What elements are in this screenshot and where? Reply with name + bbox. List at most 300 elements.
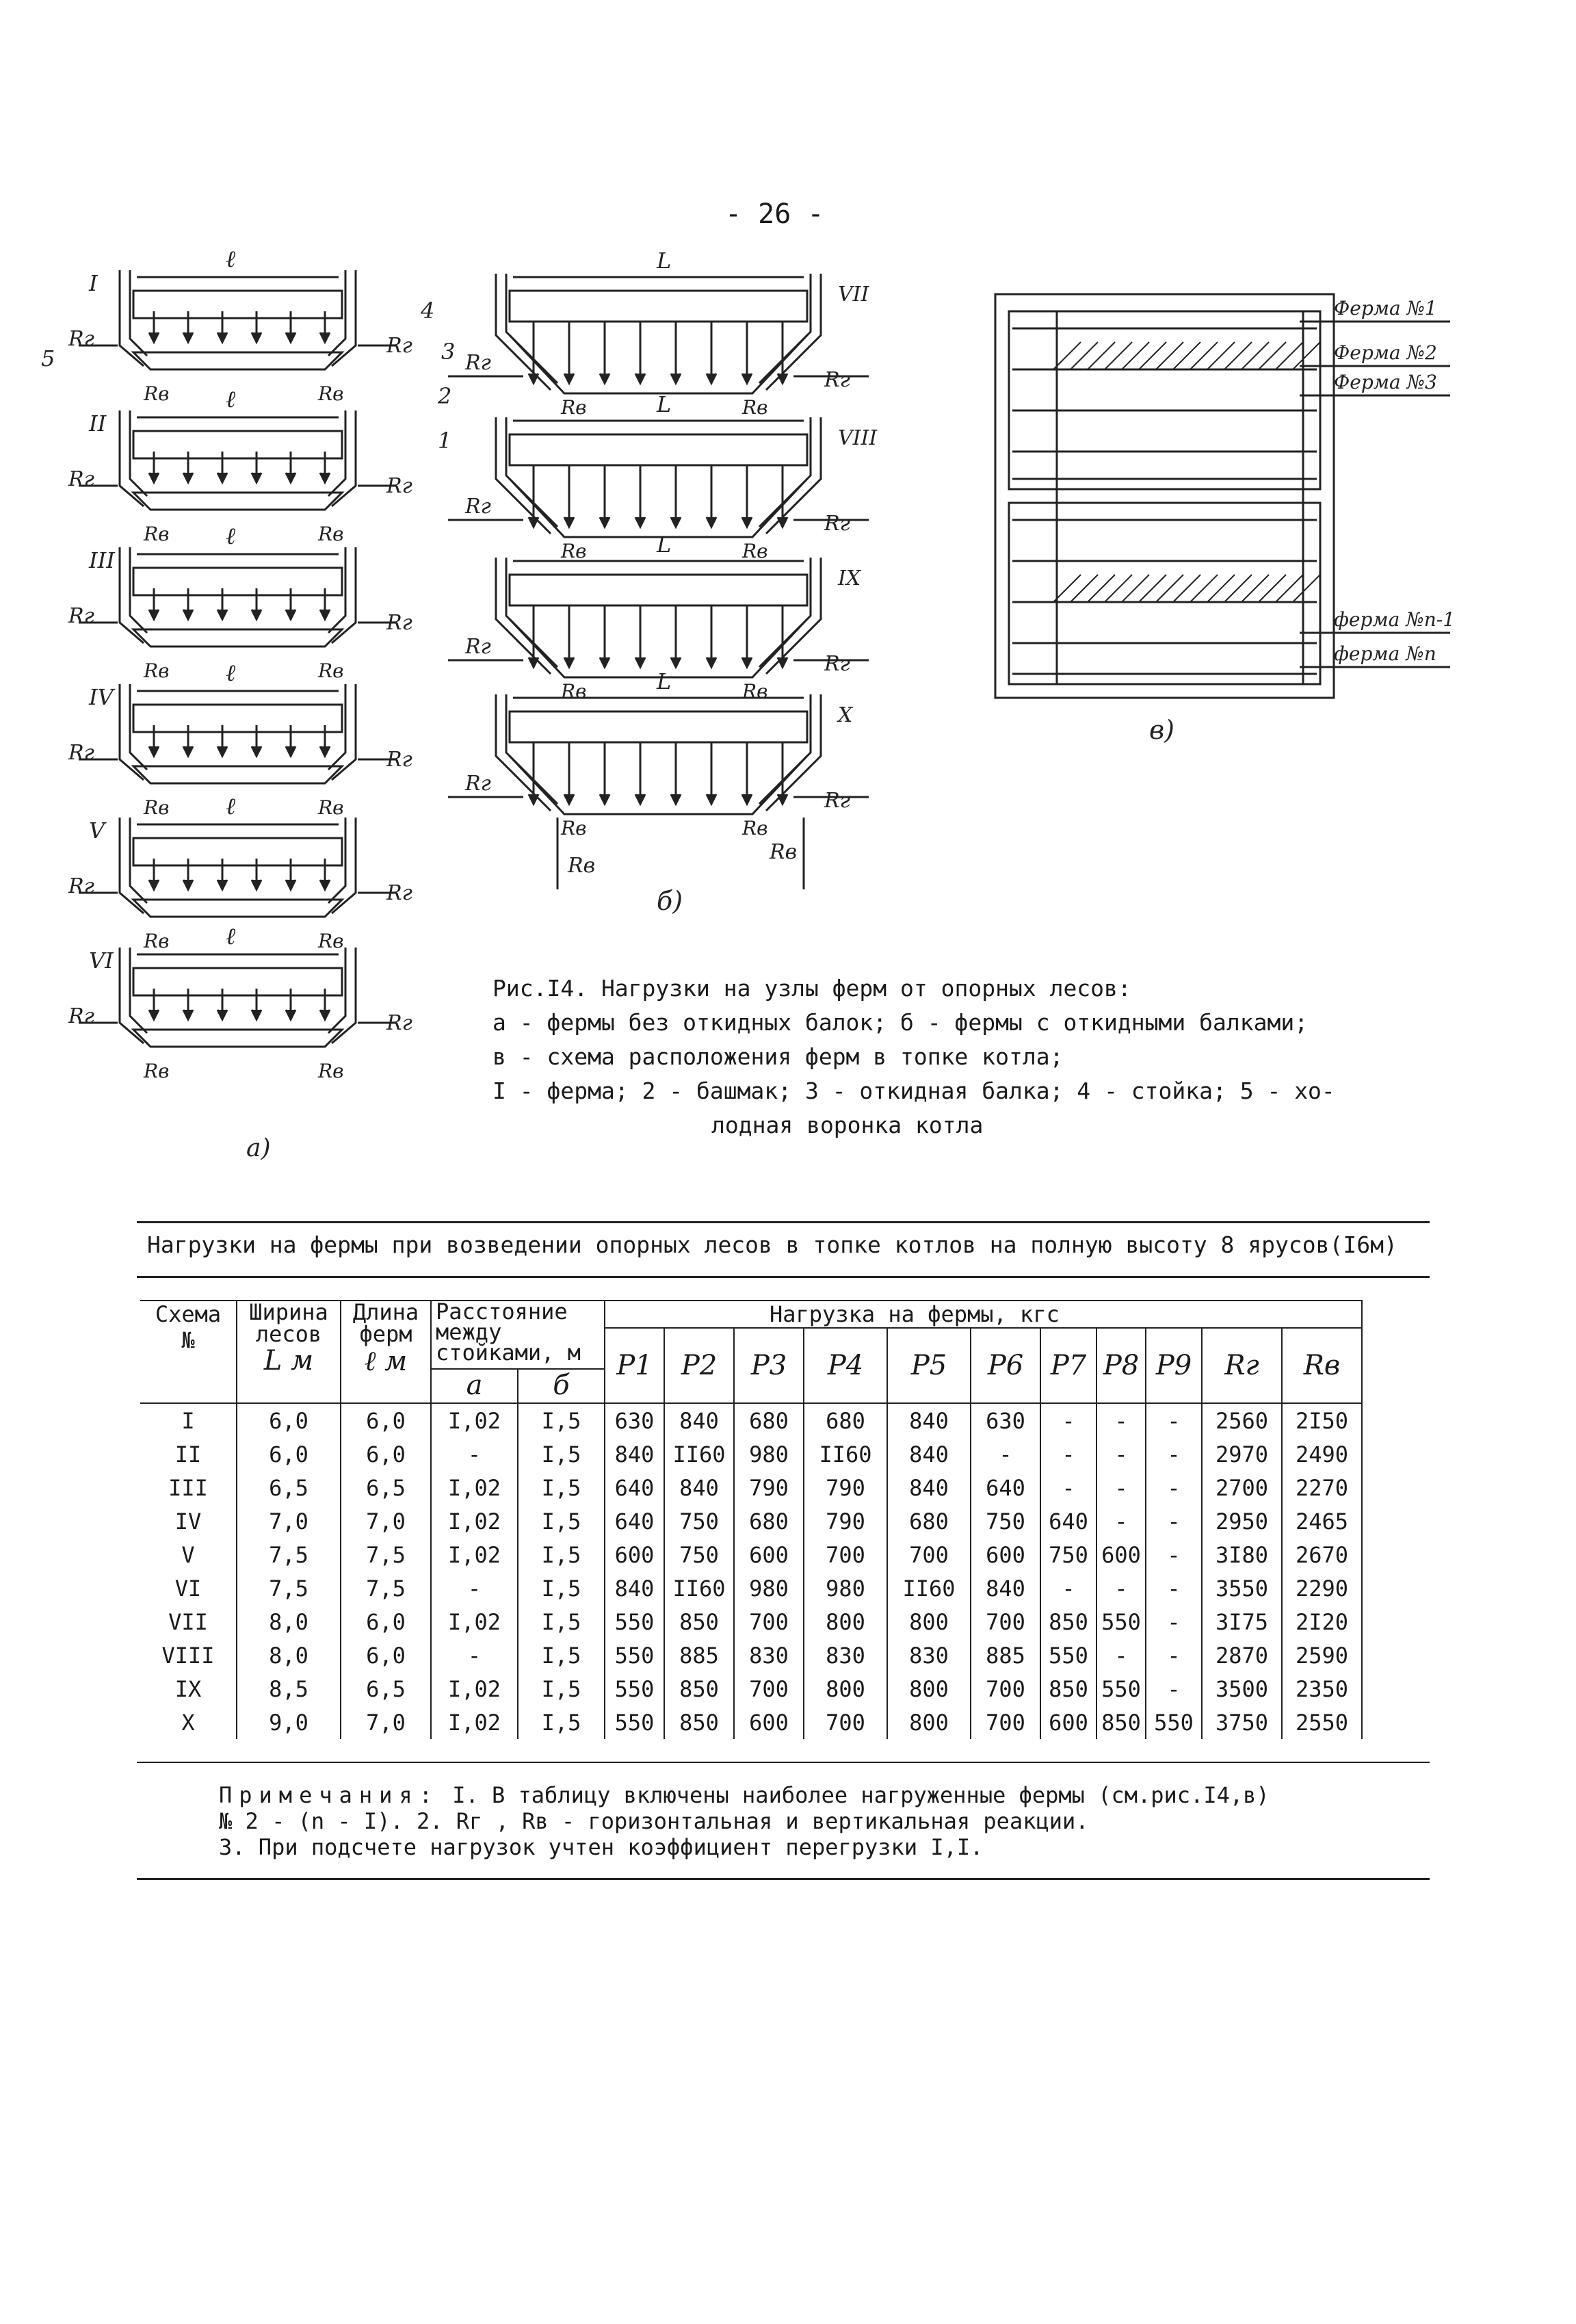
table-cell: 2560: [1202, 1403, 1282, 1437]
table-cell: I,5: [518, 1437, 605, 1471]
hatch: [1122, 342, 1149, 369]
callout-2: 2: [438, 383, 452, 409]
table-cell: -: [1146, 1403, 1202, 1437]
arrowhead: [742, 374, 752, 383]
page-bottom-rule: [137, 1878, 1430, 1880]
hatch: [1139, 342, 1166, 369]
arrowhead: [183, 332, 193, 342]
row-scheme: VI: [140, 1571, 237, 1605]
hatch: [1224, 342, 1252, 369]
row-scheme: VII: [140, 1605, 237, 1638]
table-cell: 3I75: [1202, 1605, 1282, 1638]
arrowhead: [149, 746, 159, 756]
reaction-h-label: Rг: [68, 327, 94, 351]
table-cell: I,02: [431, 1471, 518, 1504]
table-title: Нагрузки на фермы при возведении опорных лесов в топке котлов на полную высоту 8 ярусов(I6м): [147, 1231, 1397, 1258]
table-cell: 6,5: [341, 1672, 431, 1706]
table-notes: [219, 1782, 1450, 1860]
col-rв: Rв: [1282, 1328, 1362, 1403]
table-cell: 630: [605, 1403, 664, 1437]
table-cell: I,02: [431, 1706, 518, 1739]
arrowhead: [778, 517, 787, 527]
table-cell: 850: [664, 1605, 734, 1638]
arrowhead: [742, 794, 752, 804]
furnace-upper: [1009, 311, 1320, 489]
reaction-h-label: Rг: [465, 495, 491, 519]
table-cell: -: [1146, 1571, 1202, 1605]
schema-label: IX: [838, 566, 861, 590]
table-title-rule: [137, 1276, 1430, 1278]
arrowhead: [320, 1010, 330, 1019]
reaction-v-label: Rв: [318, 796, 344, 819]
table-cell: 840: [605, 1571, 664, 1605]
arrowhead: [778, 657, 787, 667]
table-cell: -: [971, 1437, 1040, 1471]
col-p3: P3: [734, 1328, 804, 1403]
col-dist-a: а: [431, 1369, 518, 1403]
table-cell: 700: [804, 1538, 887, 1571]
table-row: [140, 1605, 1362, 1638]
truss-label: Ферма №2: [1334, 341, 1437, 364]
col-load-group: Нагрузка на фермы, кгс: [605, 1301, 1362, 1328]
table-cell: 680: [804, 1403, 887, 1437]
table-cell: 600: [1040, 1706, 1096, 1739]
truss-label: ферма №n-1: [1334, 608, 1456, 631]
col-p1: P1: [605, 1328, 664, 1403]
table-cell: 980: [804, 1571, 887, 1605]
schema-label: II: [89, 410, 107, 436]
table-cell: -: [1146, 1638, 1202, 1672]
table-cell: -: [1096, 1403, 1146, 1437]
row-scheme: X: [140, 1706, 237, 1739]
table-row: [140, 1437, 1362, 1471]
reaction-v-label: Rв: [318, 1060, 344, 1082]
notes-label: Примечания:: [219, 1782, 439, 1808]
col-p7: P7: [1040, 1328, 1096, 1403]
hatch: [1088, 342, 1115, 369]
reaction-h-label: Rг: [68, 741, 94, 765]
hatch: [1293, 575, 1320, 602]
reaction-v-label: Rв: [318, 523, 344, 545]
table-cell: -: [1040, 1403, 1096, 1437]
notes-line-3: 3. При подсчете нагрузок учтен коэффициент перегрузки I,I.: [219, 1834, 984, 1860]
col-scheme: Схема №: [140, 1301, 237, 1403]
reaction-h-label: Rг: [386, 334, 412, 358]
figure-caption: [492, 971, 1450, 1143]
reaction-v-label: Rв: [742, 817, 768, 839]
table-cell: 600: [971, 1538, 1040, 1571]
table-cell: 6,0: [341, 1638, 431, 1672]
table-cell: 750: [664, 1538, 734, 1571]
arrowhead: [635, 794, 645, 804]
schema-label: IV: [89, 684, 114, 710]
table-cell: 750: [971, 1504, 1040, 1538]
truss-top-chord: [133, 291, 342, 318]
table-cell: 2290: [1282, 1571, 1362, 1605]
table-cell: 640: [605, 1504, 664, 1538]
col-p2: P2: [664, 1328, 734, 1403]
arrowhead: [286, 610, 296, 619]
row-scheme: IX: [140, 1672, 237, 1706]
table-cell: 800: [887, 1672, 971, 1706]
table-cell: 640: [971, 1471, 1040, 1504]
table-cell: 980: [734, 1571, 804, 1605]
table-cell: 790: [804, 1504, 887, 1538]
table-cell: 2550: [1282, 1706, 1362, 1739]
col-distance: Расстояние между стойками, м: [431, 1301, 605, 1369]
hatch: [1207, 342, 1235, 369]
table-cell: 840: [887, 1403, 971, 1437]
row-scheme: III: [140, 1471, 237, 1504]
table-row: [140, 1672, 1362, 1706]
table-cell: 3750: [1202, 1706, 1282, 1739]
table-cell: -: [1146, 1471, 1202, 1504]
table-cell: I,5: [518, 1638, 605, 1672]
table-cell: I,5: [518, 1504, 605, 1538]
arrowhead: [671, 794, 681, 804]
arrowhead: [252, 473, 261, 482]
table-row: [140, 1403, 1362, 1437]
table-cell: 8,0: [237, 1638, 341, 1672]
truss-bottom-chord: [133, 766, 342, 783]
arrowhead: [564, 794, 574, 804]
table-cell: 850: [664, 1672, 734, 1706]
caption-line-3: в - схема расположения ферм в топке котла;: [492, 1043, 1064, 1070]
reaction-h-label: Rг: [386, 474, 412, 498]
reaction-v-label: Rв: [561, 540, 587, 562]
table-cell: 550: [1040, 1638, 1096, 1672]
table-cell: 2270: [1282, 1471, 1362, 1504]
hatch: [1224, 575, 1252, 602]
table-cell: 700: [971, 1672, 1040, 1706]
hatch: [1173, 342, 1200, 369]
table-cell: I,5: [518, 1471, 605, 1504]
table-cell: 790: [804, 1471, 887, 1504]
arrowhead: [252, 332, 261, 342]
hatch: [1156, 342, 1183, 369]
arrowhead: [183, 1010, 193, 1019]
span-label: ℓ: [226, 660, 236, 687]
span-label: ℓ: [226, 923, 236, 950]
reaction-v-label: Rв: [742, 540, 768, 562]
truss-bottom-chord: [510, 479, 807, 537]
table-cell: 830: [804, 1638, 887, 1672]
table-cell: 7,5: [341, 1571, 431, 1605]
table-cell: -: [431, 1571, 518, 1605]
table-cell: -: [1146, 1672, 1202, 1706]
table-cell: 2465: [1282, 1504, 1362, 1538]
reaction-v-label: Rв: [742, 396, 768, 419]
table-cell: 600: [734, 1706, 804, 1739]
col-rг: Rг: [1202, 1328, 1282, 1403]
table-cell: 700: [887, 1538, 971, 1571]
arrowhead: [529, 794, 538, 804]
col-p6: P6: [971, 1328, 1040, 1403]
table-cell: I,02: [431, 1605, 518, 1638]
table-cell: 700: [971, 1706, 1040, 1739]
table-cell: 750: [1040, 1538, 1096, 1571]
truss-top-chord: [133, 968, 342, 995]
schema-label: X: [838, 703, 853, 727]
table-cell: 885: [664, 1638, 734, 1672]
table-cell: I,02: [431, 1504, 518, 1538]
arrowhead: [707, 374, 716, 383]
table-cell: 750: [664, 1504, 734, 1538]
truss-bottom-chord: [510, 756, 807, 814]
arrowhead: [320, 610, 330, 619]
table-cell: 600: [734, 1538, 804, 1571]
arrowhead: [600, 794, 609, 804]
arrowhead: [252, 880, 261, 889]
table-row: [140, 1638, 1362, 1672]
arrowhead: [635, 517, 645, 527]
arrowhead: [252, 610, 261, 619]
table-cell: 550: [605, 1638, 664, 1672]
table-cell: -: [1146, 1437, 1202, 1471]
table-cell: 7,5: [341, 1538, 431, 1571]
hatch: [1105, 575, 1132, 602]
hatch: [1259, 342, 1286, 369]
arrowhead: [707, 517, 716, 527]
reaction-h-label: Rг: [386, 1011, 412, 1035]
table-cell: 840: [887, 1471, 971, 1504]
table-cell: -: [1146, 1538, 1202, 1571]
table-cell: -: [1146, 1504, 1202, 1538]
table-cell: 840: [605, 1437, 664, 1471]
table-cell: -: [1096, 1504, 1146, 1538]
hatch: [1122, 575, 1149, 602]
table-cell: -: [1096, 1638, 1146, 1672]
table-cell: 2870: [1202, 1638, 1282, 1672]
table-cell: 700: [971, 1605, 1040, 1638]
arrowhead: [600, 517, 609, 527]
arrowhead: [671, 517, 681, 527]
reaction-v-label: Rв: [144, 930, 170, 952]
table-cell: 800: [887, 1605, 971, 1638]
arrowhead: [600, 657, 609, 667]
arrowhead: [218, 473, 227, 482]
hatch: [1071, 575, 1098, 602]
arrowhead: [320, 473, 330, 482]
arrowhead: [149, 473, 159, 482]
table-cell: I,5: [518, 1403, 605, 1437]
hatch: [1105, 342, 1132, 369]
span-label: ℓ: [226, 793, 236, 820]
table-cell: 8,0: [237, 1605, 341, 1638]
table-cell: 3I80: [1202, 1538, 1282, 1571]
arrowhead: [707, 794, 716, 804]
table-cell: 6,0: [341, 1605, 431, 1638]
table-cell: II60: [804, 1437, 887, 1471]
hatch: [1207, 575, 1235, 602]
table-cell: I,5: [518, 1672, 605, 1706]
loads-table: [140, 1300, 1363, 1739]
reaction-v-label: Rв: [144, 523, 170, 545]
table-cell: 680: [734, 1403, 804, 1437]
table-cell: 2490: [1282, 1437, 1362, 1471]
arrowhead: [742, 517, 752, 527]
table-cell: I,5: [518, 1605, 605, 1638]
table-cell: 680: [887, 1504, 971, 1538]
reaction-h-label: Rг: [68, 467, 94, 491]
reaction-h-label: Rг: [824, 789, 850, 813]
arrowhead: [149, 1010, 159, 1019]
col-p8: P8: [1096, 1328, 1146, 1403]
schema-label: VI: [89, 948, 114, 974]
reaction-v-label: Rв: [561, 680, 587, 703]
table-cell: 550: [605, 1672, 664, 1706]
callout-4: 4: [421, 298, 435, 324]
arrowhead: [218, 746, 227, 756]
reaction-h-label: Rг: [386, 881, 412, 905]
arrowhead: [252, 746, 261, 756]
table-cell: 840: [971, 1571, 1040, 1605]
table-cell: 830: [887, 1638, 971, 1672]
truss-label: ферма №n: [1334, 642, 1436, 665]
arrowhead: [218, 332, 227, 342]
table-cell: 6,0: [341, 1403, 431, 1437]
truss-top-chord: [133, 705, 342, 732]
schema-label: VII: [838, 283, 869, 306]
callout-3: 3: [441, 339, 456, 365]
table-cell: 800: [804, 1605, 887, 1638]
arrowhead: [183, 746, 193, 756]
col-p4: P4: [804, 1328, 887, 1403]
arrowhead: [218, 1010, 227, 1019]
arrowhead: [529, 657, 538, 667]
reaction-v-label: Rв: [561, 396, 587, 419]
truss-bottom-chord: [133, 352, 342, 369]
furnace-outline: [995, 294, 1334, 698]
hatch: [1139, 575, 1166, 602]
truss-top-chord: [510, 291, 807, 322]
arrowhead: [529, 517, 538, 527]
table-row: [140, 1538, 1362, 1571]
reaction-v-label: Rв: [144, 660, 170, 682]
arrowhead: [149, 880, 159, 889]
hatch: [1276, 575, 1303, 602]
arrowhead: [286, 473, 296, 482]
caption-line-4: I - ферма; 2 - башмак; 3 - откидная балка; 4 - стойка; 5 - хо-: [492, 1078, 1335, 1104]
table-cell: 980: [734, 1437, 804, 1471]
reaction-v-label: Rв: [144, 382, 170, 405]
table-bottom-rule: [137, 1762, 1430, 1763]
table-cell: 2590: [1282, 1638, 1362, 1672]
table-cell: 680: [734, 1504, 804, 1538]
col-dist-b: б: [518, 1369, 605, 1403]
truss-top-chord: [510, 711, 807, 742]
hatch: [1242, 342, 1269, 369]
arrowhead: [635, 657, 645, 667]
reaction-h-label: Rг: [824, 368, 850, 392]
hatch: [1190, 342, 1218, 369]
table-row: [140, 1471, 1362, 1504]
arrowhead: [778, 794, 787, 804]
truss-bottom-chord: [510, 335, 807, 393]
arrowhead: [671, 374, 681, 383]
hatch: [1088, 575, 1115, 602]
table-cell: I,02: [431, 1538, 518, 1571]
table-row: [140, 1504, 1362, 1538]
table-cell: 550: [1146, 1706, 1202, 1739]
arrowhead: [218, 880, 227, 889]
table-cell: 600: [605, 1538, 664, 1571]
table-cell: II60: [887, 1571, 971, 1605]
table-cell: I,02: [431, 1403, 518, 1437]
arrowhead: [286, 332, 296, 342]
reaction-v-label: Rв: [318, 382, 344, 405]
table-cell: 3550: [1202, 1571, 1282, 1605]
table-cell: 840: [664, 1403, 734, 1437]
reaction-h-label: Rг: [386, 611, 412, 635]
arrowhead: [149, 610, 159, 619]
table-top-rule: [137, 1221, 1430, 1223]
schema-label: VIII: [838, 426, 878, 450]
panel-b-letter: б): [657, 886, 683, 916]
reaction-v-label: Rв: [144, 796, 170, 819]
table-cell: 6,5: [237, 1471, 341, 1504]
arrowhead: [564, 657, 574, 667]
table-cell: 550: [605, 1706, 664, 1739]
schema-label: III: [89, 547, 115, 573]
table-cell: 800: [887, 1706, 971, 1739]
arrowhead: [778, 374, 787, 383]
table-cell: 6,0: [237, 1437, 341, 1471]
schema-label: V: [89, 818, 105, 844]
table-cell: 2I20: [1282, 1605, 1362, 1638]
truss-top-chord: [510, 434, 807, 465]
table-cell: 2670: [1282, 1538, 1362, 1571]
reaction-h-label: Rг: [824, 512, 850, 536]
hatch: [1156, 575, 1183, 602]
reaction-v-label: Rв: [144, 1060, 170, 1082]
table-cell: 7,0: [341, 1706, 431, 1739]
truss-label: Ферма №3: [1334, 371, 1437, 393]
table-cell: I,02: [431, 1672, 518, 1706]
hatch: [1259, 575, 1286, 602]
span-label: ℓ: [226, 246, 236, 273]
table-cell: I,5: [518, 1538, 605, 1571]
truss-label: Ферма №1: [1334, 297, 1437, 319]
table-cell: -: [431, 1638, 518, 1672]
table-cell: -: [1096, 1571, 1146, 1605]
truss-bottom-chord: [133, 629, 342, 647]
reaction-h-label: Rг: [465, 772, 491, 796]
arrowhead: [183, 610, 193, 619]
hatch: [1173, 575, 1200, 602]
table-cell: 550: [605, 1605, 664, 1638]
span-label: L: [657, 248, 672, 274]
notes-line-2: № 2 - (n - I). 2. Rг , Rв - горизонтальная и вертикальная реакции.: [219, 1808, 1089, 1834]
table-cell: 2I50: [1282, 1403, 1362, 1437]
table-cell: 800: [804, 1672, 887, 1706]
table-cell: 630: [971, 1403, 1040, 1437]
table-cell: I,5: [518, 1706, 605, 1739]
arrowhead: [183, 473, 193, 482]
reaction-h-label: Rг: [68, 874, 94, 898]
span-label: ℓ: [226, 523, 236, 550]
reaction-h-label: Rг: [465, 635, 491, 659]
table-cell: 550: [1096, 1672, 1146, 1706]
reaction-v-label: Rв: [568, 854, 596, 878]
notes-line-1: I. В таблицу включены наиболее нагруженные фермы (см.рис.I4,в): [452, 1782, 1270, 1808]
table-cell: 850: [664, 1706, 734, 1739]
truss-top-chord: [510, 575, 807, 605]
truss-top-chord: [133, 431, 342, 458]
hatch: [1190, 575, 1218, 602]
table-cell: 8,5: [237, 1672, 341, 1706]
table-cell: -: [1146, 1605, 1202, 1638]
